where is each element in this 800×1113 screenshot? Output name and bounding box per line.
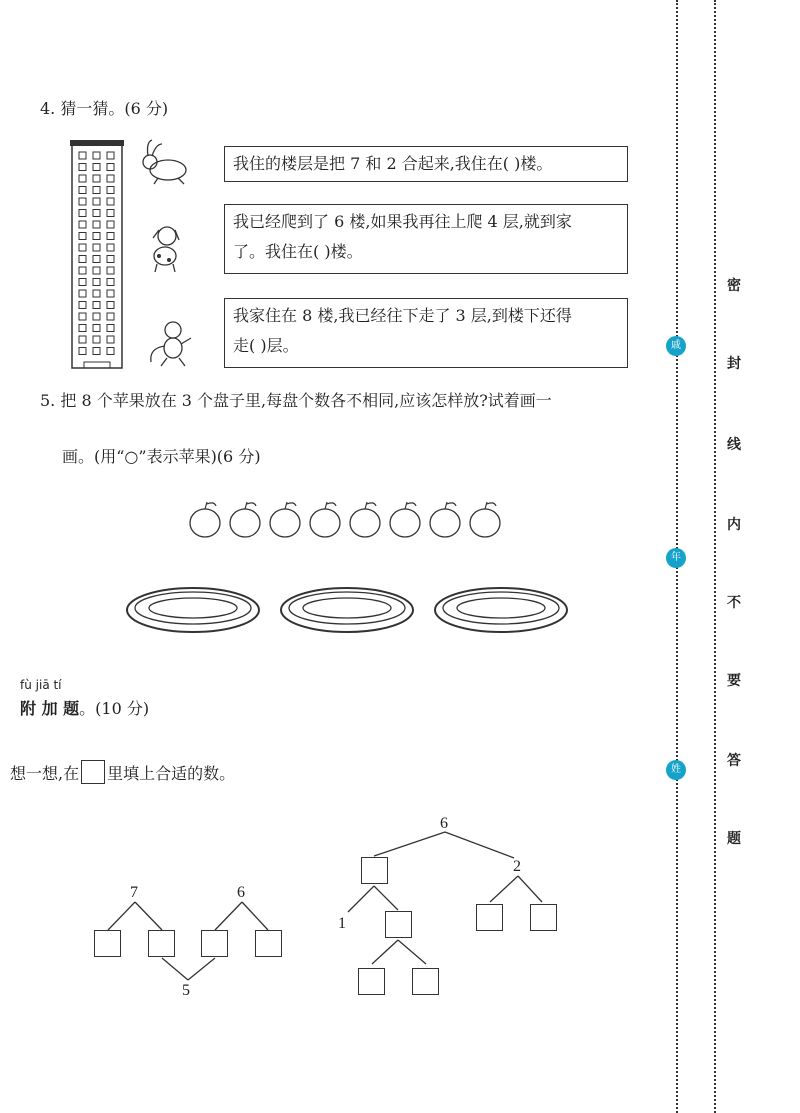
- answer-box[interactable]: [385, 911, 412, 938]
- apple-icon: [430, 502, 460, 537]
- building-window: [79, 336, 86, 343]
- q5-line2: 画。(用“○”表示苹果)(6 分): [62, 447, 261, 466]
- q4-box-1: [224, 146, 628, 182]
- building-window: [93, 210, 100, 217]
- plate-icon: [281, 588, 413, 632]
- building-window: [107, 198, 114, 205]
- building-window: [79, 233, 86, 240]
- q4-title: 4. 猜一猜。(6 分): [40, 99, 169, 118]
- building-window: [93, 348, 100, 355]
- building-window: [107, 152, 114, 159]
- building-window: [79, 267, 86, 274]
- answer-box[interactable]: [148, 930, 175, 957]
- building-window: [93, 152, 100, 159]
- answer-box[interactable]: [358, 968, 385, 995]
- tree-right-num-1: 1: [338, 915, 346, 932]
- margin-char: 密: [727, 278, 741, 294]
- building-window: [79, 175, 86, 182]
- bonus-heading: [20, 696, 149, 719]
- monkey-icon: [145, 318, 193, 368]
- building-illustration: [70, 140, 126, 370]
- apple-icon: [310, 502, 340, 537]
- building-window: [93, 313, 100, 320]
- building-window: [107, 348, 114, 355]
- q4-box-2: [224, 204, 628, 274]
- tree-left-num-5: 5: [182, 982, 190, 999]
- q4-box-2-line1: 我已经爬到了 6 楼,如果我再往上爬 4 层,就到家: [233, 212, 572, 231]
- building-window: [107, 175, 114, 182]
- building-window: [93, 302, 100, 309]
- building-window: [79, 325, 86, 332]
- building-window: [107, 221, 114, 228]
- building-window: [93, 164, 100, 171]
- building-window: [93, 198, 100, 205]
- example-answer-box: [81, 760, 105, 784]
- q4-box-3: [224, 298, 628, 368]
- building-window: [107, 325, 114, 332]
- tree-left-num-7: 7: [130, 884, 138, 901]
- q5-line1: 5. 把 8 个苹果放在 3 个盘子里,每盘个数各不相同,应该怎样放?试着画一: [40, 391, 552, 410]
- building-window: [79, 348, 86, 355]
- answer-box[interactable]: [530, 904, 557, 931]
- bonus-instruction-pre: 想一想,在: [10, 763, 80, 783]
- building-window: [93, 233, 100, 240]
- q4-box-3-line1: 我家住在 8 楼,我已经往下走了 3 层,到楼下还得: [233, 306, 572, 325]
- building-window: [79, 221, 86, 228]
- answer-box[interactable]: [412, 968, 439, 995]
- building-window: [79, 187, 86, 194]
- margin-char: 内: [727, 517, 741, 533]
- margin-char: 要: [727, 673, 741, 689]
- building-window: [79, 152, 86, 159]
- building-window: [79, 279, 86, 286]
- building-window: [107, 244, 114, 251]
- margin-char: 题: [727, 831, 741, 847]
- tree-right-num-top: 6: [440, 815, 448, 832]
- building-window: [79, 210, 86, 217]
- binding-line-dotted: [714, 0, 716, 1113]
- bonus-instruction: [10, 760, 235, 784]
- building-window: [107, 267, 114, 274]
- tree-left-num-6: 6: [237, 884, 245, 901]
- apple-icon: [190, 502, 220, 537]
- building-window: [93, 256, 100, 263]
- q4-box-2-line2: 了。我住在( )楼。: [233, 242, 363, 261]
- building-window: [93, 325, 100, 332]
- building-window: [107, 187, 114, 194]
- plate-icon: [127, 588, 259, 632]
- answer-box[interactable]: [94, 930, 121, 957]
- apple-icon: [390, 502, 420, 537]
- building-window: [93, 267, 100, 274]
- building-window: [107, 336, 114, 343]
- answer-box[interactable]: [201, 930, 228, 957]
- margin-dot-1: 戚: [666, 336, 686, 356]
- building-window: [93, 244, 100, 251]
- tree-right-num-2: 2: [513, 858, 521, 875]
- q4-box-3-line2: 走( )层。: [233, 336, 299, 355]
- bonus-pinyin: fù jiā tí: [20, 678, 62, 692]
- apple-icon: [470, 502, 500, 537]
- margin-char: 封: [727, 356, 741, 372]
- rabbit-icon: [138, 138, 200, 188]
- apple-icon: [350, 502, 380, 537]
- building-window: [79, 313, 86, 320]
- building-window: [107, 302, 114, 309]
- building-window: [107, 279, 114, 286]
- apples-and-plates: [125, 500, 585, 650]
- bonus-instruction-post: 里填上合适的数。: [107, 763, 236, 783]
- margin-char: 答: [727, 753, 741, 769]
- plate-icon: [435, 588, 567, 632]
- building-window: [93, 336, 100, 343]
- q4-box-1-text: 我住的楼层是把 7 和 2 合起来,我住在( )楼。: [233, 154, 553, 173]
- building-window: [107, 210, 114, 217]
- building-window: [107, 256, 114, 263]
- answer-box[interactable]: [476, 904, 503, 931]
- building-window: [107, 290, 114, 297]
- answer-box[interactable]: [361, 857, 388, 884]
- margin-char: 不: [727, 595, 741, 611]
- margin-dot-3: 姓: [666, 760, 686, 780]
- margin-dot-2: 年: [666, 548, 686, 568]
- building-window: [79, 244, 86, 251]
- bonus-score: 。(10 分): [79, 699, 150, 718]
- dog-icon: [145, 222, 185, 274]
- building-window: [79, 256, 86, 263]
- apple-icon: [270, 502, 300, 537]
- building-window: [79, 198, 86, 205]
- building-window: [107, 233, 114, 240]
- building-window: [93, 175, 100, 182]
- building-window: [93, 279, 100, 286]
- bonus-title: 附 加 题: [20, 699, 80, 718]
- building-window: [107, 313, 114, 320]
- building-window: [93, 221, 100, 228]
- answer-box[interactable]: [255, 930, 282, 957]
- building-window: [79, 290, 86, 297]
- building-window: [93, 290, 100, 297]
- building-window: [93, 187, 100, 194]
- margin-char: 线: [727, 437, 741, 453]
- building-window: [79, 302, 86, 309]
- building-window: [79, 164, 86, 171]
- apple-icon: [230, 502, 260, 537]
- building-window: [107, 164, 114, 171]
